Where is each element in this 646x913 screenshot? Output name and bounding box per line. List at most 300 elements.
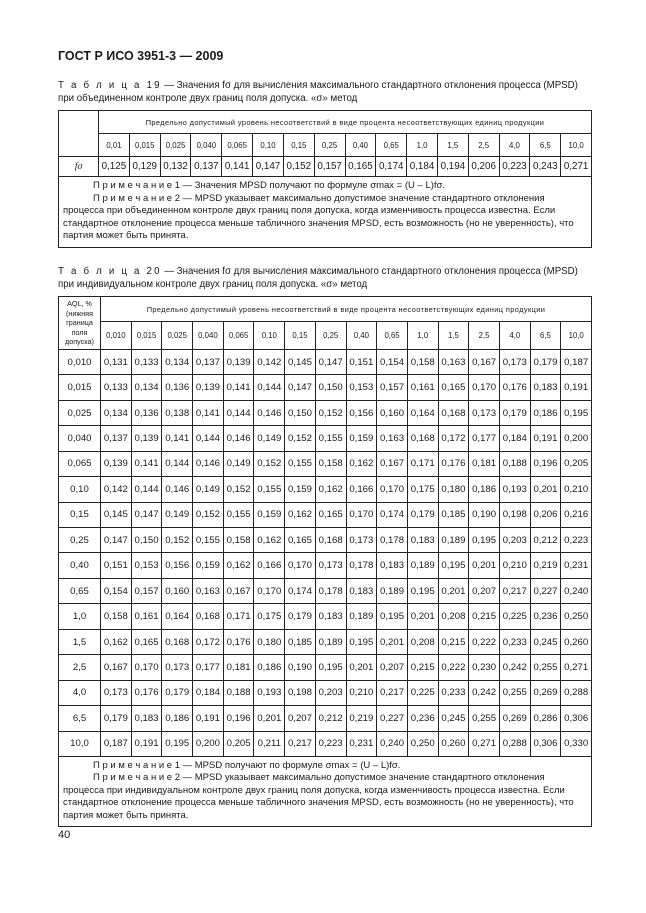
table20-value-cell: 0,225	[499, 604, 530, 629]
table20-value-cell: 0,139	[223, 349, 254, 374]
table20-value-cell: 0,131	[101, 349, 132, 374]
table20-value-cell: 0,260	[438, 731, 469, 756]
table20-value-cell: 0,181	[469, 451, 500, 476]
table-row	[59, 502, 592, 527]
table20-value-cell: 0,162	[315, 477, 346, 502]
table20-aql-cell: 4,0	[59, 680, 101, 705]
table20-value-cell: 0,144	[131, 477, 162, 502]
table20-value-cell: 0,163	[377, 426, 408, 451]
table20-value-cell: 0,189	[315, 629, 346, 654]
table20-level-cell: 2,5	[469, 322, 500, 350]
table20-value-cell: 0,191	[131, 731, 162, 756]
table20-value-cell: 0,225	[407, 680, 438, 705]
table20-value-cell: 0,183	[377, 553, 408, 578]
table19-level-cell: 10,0	[561, 134, 592, 157]
table20-value-cell: 0,141	[131, 451, 162, 476]
table20-value-cell: 0,166	[254, 553, 285, 578]
table20-value-cell: 0,227	[530, 578, 561, 603]
table20-value-cell: 0,162	[101, 629, 132, 654]
table20-value-cell: 0,255	[530, 655, 561, 680]
table20-value-cell: 0,173	[346, 528, 377, 553]
table-row	[59, 578, 592, 603]
table20-level-cell: 1,0	[407, 322, 438, 350]
table19-caption-text: — Значения fσ для вычисления максимального стандартного отклонения процесса (MPSD) при объединенном контроле двух границ поля допуска. «σ» метод	[58, 80, 578, 104]
table20-value-cell: 0,231	[561, 553, 592, 578]
table20-level-cell: 0,065	[223, 322, 254, 350]
table20-level-cell: 0,65	[377, 322, 408, 350]
table20-value-cell: 0,193	[499, 477, 530, 502]
table20-value-cell: 0,219	[346, 706, 377, 731]
table20-value-cell: 0,212	[530, 528, 561, 553]
table-row	[59, 426, 592, 451]
table20-aql-cell: 0,10	[59, 477, 101, 502]
table20-value-cell: 0,146	[162, 477, 193, 502]
table20-value-cell: 0,170	[469, 375, 500, 400]
table20-value-cell: 0,139	[131, 426, 162, 451]
table19-note1: П р и м е ч а н и е 1 — Значения MPSD получают по формуле σmax = (U – L)fσ.	[93, 180, 446, 191]
table19-level-cell: 2,5	[468, 134, 499, 157]
table19-row-label: fσ	[59, 157, 99, 177]
table19-level-cell: 0,025	[160, 134, 191, 157]
table20-value-cell: 0,136	[131, 400, 162, 425]
table20-caption-prefix: Т а б л и ц а 20	[58, 266, 162, 277]
table20-value-cell: 0,167	[377, 451, 408, 476]
table20-value-cell: 0,178	[377, 528, 408, 553]
table20-value-cell: 0,186	[254, 655, 285, 680]
table20-value-cell: 0,185	[438, 502, 469, 527]
table20-value-cell: 0,179	[530, 349, 561, 374]
table20-value-cell: 0,330	[561, 731, 592, 756]
table20-value-cell: 0,260	[561, 629, 592, 654]
table20-value-cell: 0,139	[101, 451, 132, 476]
table20-value-cell: 0,160	[162, 578, 193, 603]
table20-value-cell: 0,133	[131, 349, 162, 374]
table20-value-cell: 0,271	[561, 655, 592, 680]
table20-value-cell: 0,178	[315, 578, 346, 603]
table20-value-cell: 0,201	[254, 706, 285, 731]
table20-value-cell: 0,201	[530, 477, 561, 502]
table20-value-cell: 0,195	[438, 553, 469, 578]
table20-value-cell: 0,150	[131, 528, 162, 553]
table-row	[59, 680, 592, 705]
table20-value-cell: 0,178	[346, 553, 377, 578]
table20-value-cell: 0,158	[315, 451, 346, 476]
table20-value-cell: 0,168	[193, 604, 224, 629]
table20-value-cell: 0,168	[315, 528, 346, 553]
table20-value-cell: 0,162	[285, 502, 316, 527]
table20-value-cell: 0,158	[101, 604, 132, 629]
table20-value-cell: 0,170	[346, 502, 377, 527]
table20-value-cell: 0,233	[438, 680, 469, 705]
table20-value-cell: 0,175	[407, 477, 438, 502]
table20-level-cell: 4,0	[499, 322, 530, 350]
table20-value-cell: 0,179	[101, 706, 132, 731]
table20-value-cell: 0,165	[285, 528, 316, 553]
table20-value-cell: 0,176	[499, 375, 530, 400]
table20-value-cell: 0,208	[407, 629, 438, 654]
table20-value-cell: 0,157	[131, 578, 162, 603]
table20-value-cell: 0,183	[315, 604, 346, 629]
table20-value-cell: 0,186	[162, 706, 193, 731]
table19-value-cell: 0,174	[376, 157, 407, 177]
table20-value-cell: 0,149	[162, 502, 193, 527]
table20-value-cell: 0,227	[377, 706, 408, 731]
table19-level-cell: 0,40	[345, 134, 376, 157]
table20-value-cell: 0,166	[346, 477, 377, 502]
table20-value-cell: 0,152	[223, 477, 254, 502]
table20-value-cell: 0,195	[377, 604, 408, 629]
table20-value-cell: 0,172	[438, 426, 469, 451]
table19-level-cell: 1,0	[407, 134, 438, 157]
table20-notes	[59, 756, 592, 827]
table20-aql-cell: 0,015	[59, 375, 101, 400]
table20-value-cell: 0,160	[377, 400, 408, 425]
table20-value-cell: 0,174	[285, 578, 316, 603]
table20-value-cell: 0,142	[101, 477, 132, 502]
table20-value-cell: 0,206	[530, 502, 561, 527]
table20-aql-cell: 10,0	[59, 731, 101, 756]
table19-level-cell: 0,065	[222, 134, 253, 157]
table20-value-cell: 0,137	[193, 349, 224, 374]
table20-value-cell: 0,189	[377, 578, 408, 603]
table20-value-cell: 0,195	[346, 629, 377, 654]
table19-level-cell: 0,015	[129, 134, 160, 157]
table20-value-cell: 0,147	[101, 528, 132, 553]
table20-value-cell: 0,141	[162, 426, 193, 451]
table20-aql-header: AQL, % (нижняя граница поля допуска)	[59, 297, 101, 350]
table19-level-cell: 0,10	[253, 134, 284, 157]
table20-level-cell: 0,25	[315, 322, 346, 350]
table20-level-cell: 0,15	[285, 322, 316, 350]
table20-value-cell: 0,195	[315, 655, 346, 680]
table20-value-cell: 0,240	[561, 578, 592, 603]
table20-value-cell: 0,245	[438, 706, 469, 731]
table20-value-cell: 0,288	[499, 731, 530, 756]
table20-value-cell: 0,179	[162, 680, 193, 705]
table20-value-cell: 0,159	[285, 477, 316, 502]
table20-value-cell: 0,189	[346, 604, 377, 629]
table20-value-cell: 0,171	[223, 604, 254, 629]
table19-value-cell: 0,194	[437, 157, 468, 177]
table19-value-cell: 0,129	[129, 157, 160, 177]
table20-value-cell: 0,145	[285, 349, 316, 374]
table20-value-cell: 0,164	[162, 604, 193, 629]
table20-value-cell: 0,183	[407, 528, 438, 553]
table20-value-cell: 0,152	[285, 426, 316, 451]
table20-value-cell: 0,236	[530, 604, 561, 629]
table20-level-cell: 6,5	[530, 322, 561, 350]
table20-value-cell: 0,210	[499, 553, 530, 578]
table20-value-cell: 0,207	[377, 655, 408, 680]
table20-value-cell: 0,183	[530, 375, 561, 400]
table20-value-cell: 0,164	[407, 400, 438, 425]
table-row	[59, 375, 592, 400]
table20-value-cell: 0,269	[499, 706, 530, 731]
table19-value-cell: 0,184	[407, 157, 438, 177]
table20-level-cell: 0,10	[254, 322, 285, 350]
table20-level-cell: 10,0	[561, 322, 592, 350]
table-20	[58, 296, 592, 827]
table20-value-cell: 0,155	[254, 477, 285, 502]
table20-value-cell: 0,195	[162, 731, 193, 756]
table20-value-cell: 0,215	[438, 629, 469, 654]
table20-value-cell: 0,231	[346, 731, 377, 756]
table19-notes	[59, 177, 592, 248]
table19-caption-prefix: Т а б л и ц а 19	[58, 80, 162, 91]
table20-value-cell: 0,144	[193, 426, 224, 451]
table20-aql-cell: 1,5	[59, 629, 101, 654]
table20-value-cell: 0,203	[315, 680, 346, 705]
table20-value-cell: 0,222	[438, 655, 469, 680]
table20-aql-cell: 0,010	[59, 349, 101, 374]
table20-value-cell: 0,195	[407, 578, 438, 603]
table20-value-cell: 0,157	[377, 375, 408, 400]
table19-level-cell: 0,25	[314, 134, 345, 157]
table20-value-cell: 0,142	[254, 349, 285, 374]
table20-value-cell: 0,149	[193, 477, 224, 502]
table20-value-cell: 0,162	[223, 553, 254, 578]
table20-value-cell: 0,167	[469, 349, 500, 374]
table20-value-cell: 0,170	[285, 553, 316, 578]
table20-value-cell: 0,139	[193, 375, 224, 400]
table20-value-cell: 0,155	[315, 426, 346, 451]
table20-value-cell: 0,306	[561, 706, 592, 731]
table20-value-cell: 0,185	[285, 629, 316, 654]
table20-value-cell: 0,207	[469, 578, 500, 603]
table20-value-cell: 0,195	[469, 528, 500, 553]
table20-value-cell: 0,152	[162, 528, 193, 553]
table20-value-cell: 0,167	[223, 578, 254, 603]
table20-note2: П р и м е ч а н и е 2 — MPSD указывает максимально допустимое значение стандартного отклонения процесса при индивидуальном контроле двух границ поля допуска, когда изменчивость процесса известна. Если стандартное отклонение процесса меньше табличного значения MPSD, есть возможность (но не уверенность), что партия может быть принята.	[63, 772, 574, 821]
table20-value-cell: 0,144	[254, 375, 285, 400]
table20-value-cell: 0,154	[101, 578, 132, 603]
table20-value-cell: 0,269	[530, 680, 561, 705]
table20-value-cell: 0,179	[499, 400, 530, 425]
table20-value-cell: 0,170	[377, 477, 408, 502]
table20-value-cell: 0,190	[285, 655, 316, 680]
table20-value-cell: 0,210	[346, 680, 377, 705]
table20-aql-cell: 2,5	[59, 655, 101, 680]
table19-value-cell: 0,137	[191, 157, 222, 177]
table19-corner-cell	[59, 111, 99, 157]
table20-value-cell: 0,173	[499, 349, 530, 374]
table20-value-cell: 0,205	[561, 451, 592, 476]
table20-aql-cell: 0,025	[59, 400, 101, 425]
table20-value-cell: 0,173	[469, 400, 500, 425]
table20-value-cell: 0,200	[561, 426, 592, 451]
table20-value-cell: 0,196	[530, 451, 561, 476]
table20-value-cell: 0,201	[469, 553, 500, 578]
table-row	[59, 477, 592, 502]
table20-value-cell: 0,183	[131, 706, 162, 731]
table19-value-cell: 0,243	[530, 157, 561, 177]
table20-value-cell: 0,141	[193, 400, 224, 425]
table20-value-cell: 0,172	[193, 629, 224, 654]
table19-value-cell: 0,132	[160, 157, 191, 177]
table20-caption	[58, 265, 594, 291]
table20-aql-cell: 1,0	[59, 604, 101, 629]
table20-value-cell: 0,150	[315, 375, 346, 400]
table-row	[59, 400, 592, 425]
table20-aql-cell: 0,040	[59, 426, 101, 451]
table20-value-cell: 0,173	[101, 680, 132, 705]
table20-value-cell: 0,271	[469, 731, 500, 756]
page-header: ГОСТ Р ИСО 3951-3 — 2009	[58, 49, 224, 63]
table19-value-cell: 0,206	[468, 157, 499, 177]
table20-value-cell: 0,236	[407, 706, 438, 731]
table20-value-cell: 0,223	[315, 731, 346, 756]
table20-value-cell: 0,146	[254, 400, 285, 425]
table20-value-cell: 0,149	[223, 451, 254, 476]
table20-note1: П р и м е ч а н и е 1 — MPSD получают по формуле σmax = (U – L)fσ.	[93, 759, 401, 771]
table20-value-cell: 0,162	[254, 528, 285, 553]
table20-value-cell: 0,151	[346, 349, 377, 374]
table20-value-cell: 0,155	[285, 451, 316, 476]
table20-value-cell: 0,191	[530, 426, 561, 451]
table19-value-cell: 0,125	[99, 157, 130, 177]
table20-value-cell: 0,180	[438, 477, 469, 502]
table-row	[59, 451, 592, 476]
table20-value-cell: 0,153	[346, 375, 377, 400]
table20-value-cell: 0,161	[407, 375, 438, 400]
table20-value-cell: 0,146	[193, 451, 224, 476]
table20-value-cell: 0,152	[254, 451, 285, 476]
table20-value-cell: 0,179	[407, 502, 438, 527]
table20-value-cell: 0,155	[223, 502, 254, 527]
table20-value-cell: 0,163	[193, 578, 224, 603]
table20-level-cell: 1,5	[438, 322, 469, 350]
table-row	[59, 655, 592, 680]
table20-value-cell: 0,145	[101, 502, 132, 527]
table20-value-cell: 0,156	[162, 553, 193, 578]
table20-value-cell: 0,181	[223, 655, 254, 680]
table20-value-cell: 0,147	[131, 502, 162, 527]
table20-value-cell: 0,203	[499, 528, 530, 553]
table-row	[59, 349, 592, 374]
table19-value-cell: 0,147	[253, 157, 284, 177]
table19-level-cell: 4,0	[499, 134, 530, 157]
table19-value-cell: 0,152	[283, 157, 314, 177]
table-row	[59, 731, 592, 756]
table20-value-cell: 0,191	[193, 706, 224, 731]
table20-value-cell: 0,179	[285, 604, 316, 629]
table20-level-cell: 0,040	[193, 322, 224, 350]
table20-value-cell: 0,163	[438, 349, 469, 374]
table20-value-cell: 0,215	[469, 604, 500, 629]
table19-note2: П р и м е ч а н и е 2 — MPSD указывает максимально допустимое значение стандартного отклонения процесса при объединенном контроле двух границ поля допуска, когда изменчивость процесса известна. Если стандартное отклонение процесса меньше табличного значения MPSD, есть возможность (но не уверенность), что партия может быть принята.	[63, 192, 574, 241]
table20-value-cell: 0,184	[193, 680, 224, 705]
table20-value-cell: 0,153	[131, 553, 162, 578]
table20-aql-cell: 0,65	[59, 578, 101, 603]
table20-value-cell: 0,151	[101, 553, 132, 578]
table20-value-cell: 0,173	[315, 553, 346, 578]
table20-value-cell: 0,149	[254, 426, 285, 451]
table20-value-cell: 0,165	[131, 629, 162, 654]
table20-value-cell: 0,137	[101, 426, 132, 451]
table20-value-cell: 0,152	[315, 400, 346, 425]
table20-value-cell: 0,170	[131, 655, 162, 680]
table20-value-cell: 0,177	[469, 426, 500, 451]
table20-value-cell: 0,193	[254, 680, 285, 705]
table20-value-cell: 0,198	[285, 680, 316, 705]
table20-value-cell: 0,242	[499, 655, 530, 680]
table20-value-cell: 0,242	[469, 680, 500, 705]
table20-caption-text: — Значения fσ для вычисления максимального стандартного отклонения процесса (MPSD) при индивидуальном контроле двух границ поля допуска. «σ» метод	[58, 266, 578, 290]
table20-value-cell: 0,146	[223, 426, 254, 451]
table20-value-cell: 0,223	[561, 528, 592, 553]
table20-value-cell: 0,133	[101, 375, 132, 400]
table19-header: Предельно допустимый уровень несоответствий в виде процента несоответствующих единиц продукции	[99, 111, 592, 134]
table20-value-cell: 0,217	[377, 680, 408, 705]
table20-value-cell: 0,306	[530, 731, 561, 756]
table20-notes-row	[59, 756, 592, 827]
table20-level-cell: 0,010	[101, 322, 132, 350]
table20-value-cell: 0,207	[285, 706, 316, 731]
table-row	[59, 528, 592, 553]
table20-value-cell: 0,159	[193, 553, 224, 578]
table20-value-cell: 0,219	[530, 553, 561, 578]
table-row	[59, 604, 592, 629]
table20-value-cell: 0,255	[499, 680, 530, 705]
table20-value-cell: 0,188	[223, 680, 254, 705]
table20-value-cell: 0,212	[315, 706, 346, 731]
table20-value-cell: 0,175	[254, 604, 285, 629]
table19-level-cell: 0,15	[283, 134, 314, 157]
table20-value-cell: 0,216	[561, 502, 592, 527]
table20-level-cell: 0,025	[162, 322, 193, 350]
table20-value-cell: 0,230	[469, 655, 500, 680]
table19-level-cell: 1,5	[437, 134, 468, 157]
table20-value-cell: 0,180	[254, 629, 285, 654]
table20-value-cell: 0,156	[346, 400, 377, 425]
table20-value-cell: 0,152	[193, 502, 224, 527]
table20-aql-cell: 6,5	[59, 706, 101, 731]
table-row	[59, 706, 592, 731]
table20-value-cell: 0,177	[193, 655, 224, 680]
table20-value-cell: 0,189	[438, 528, 469, 553]
table20-value-cell: 0,168	[162, 629, 193, 654]
table20-value-cell: 0,196	[223, 706, 254, 731]
table20-value-cell: 0,222	[469, 629, 500, 654]
table-19	[58, 110, 592, 248]
table19-value-cell: 0,165	[345, 157, 376, 177]
table20-value-cell: 0,144	[223, 400, 254, 425]
table20-aql-cell: 0,15	[59, 502, 101, 527]
table20-value-cell: 0,161	[131, 604, 162, 629]
table20-aql-cell: 0,40	[59, 553, 101, 578]
table20-value-cell: 0,186	[469, 477, 500, 502]
table20-value-cell: 0,245	[530, 629, 561, 654]
table19-value-cell: 0,223	[499, 157, 530, 177]
table20-value-cell: 0,150	[285, 400, 316, 425]
table20-value-cell: 0,171	[407, 451, 438, 476]
table20-value-cell: 0,187	[101, 731, 132, 756]
table20-value-cell: 0,187	[561, 349, 592, 374]
table20-value-cell: 0,134	[162, 349, 193, 374]
table20-value-cell: 0,162	[346, 451, 377, 476]
table20-value-cell: 0,189	[407, 553, 438, 578]
table19-value-cell: 0,271	[561, 157, 592, 177]
table20-value-cell: 0,210	[561, 477, 592, 502]
table20-value-cell: 0,205	[223, 731, 254, 756]
table20-value-cell: 0,233	[499, 629, 530, 654]
table20-value-cell: 0,173	[162, 655, 193, 680]
table-row	[59, 629, 592, 654]
table20-value-cell: 0,250	[561, 604, 592, 629]
table20-value-cell: 0,201	[438, 578, 469, 603]
table20-aql-cell: 0,065	[59, 451, 101, 476]
table20-value-cell: 0,158	[223, 528, 254, 553]
